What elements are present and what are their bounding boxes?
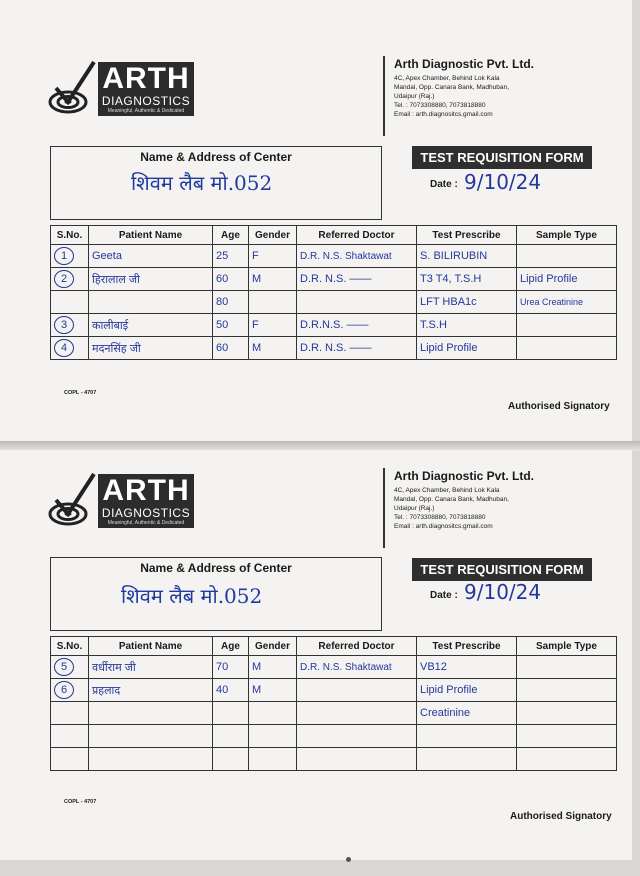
cell-test: S. BILIRUBIN [417,245,517,268]
patient-table-1 [50,225,617,360]
cell-age: 60 [213,337,249,360]
company-info [394,468,534,531]
cell-name: प्रहलाद [89,679,213,702]
cell-name: हिरालाल जी [89,268,213,291]
cell-doctor: D.R. N.S. —— [297,268,417,291]
cell-test: VB12 [417,656,517,679]
cell-age: 25 [213,245,249,268]
cell-gender [249,748,297,771]
table-row [51,656,617,679]
cell-age: 50 [213,314,249,337]
company-address-3: Udaipur (Raj.) [394,93,435,100]
cell-sno [51,702,89,725]
cell-name: मदनसिंह जी [89,337,213,360]
cell-age [213,748,249,771]
logo-wordmark [98,62,194,116]
target-check-icon [48,58,98,120]
cell-test [417,725,517,748]
target-check-icon [48,470,98,532]
header-divider [383,468,385,548]
company-address-1: 4C, Apex Chamber, Behind Lok Kala [394,75,500,82]
cell-sample [517,245,617,268]
cell-name: वर्धीराम जी [89,656,213,679]
col-referred-doctor: Referred Doctor [297,637,417,656]
cell-gender [249,702,297,725]
cell-gender: M [249,337,297,360]
patient-table-2 [50,636,617,771]
table-row [51,291,617,314]
logo-diagnostics-text: DIAGNOSTICS [101,94,191,108]
cell-sno: 3 [51,314,89,337]
cell-test: LFT HBA1c [417,291,517,314]
cell-test: Lipid Profile [417,679,517,702]
cell-doctor [297,748,417,771]
company-address-2: Mandal, Opp. Canara Bank, Madhuban, [394,496,509,503]
company-email: Email : arth.diagnositcs.gmail.com [394,111,493,118]
cell-sample [517,656,617,679]
col-patient-name: Patient Name [89,637,213,656]
logo-tagline: Meaningful, Authentic & Dedicated [107,108,185,114]
company-address-3: Udaipur (Raj.) [394,505,435,512]
cell-test [417,748,517,771]
table-header [51,226,617,245]
col-age: Age [213,637,249,656]
paper-speck [346,857,351,862]
cell-age [213,725,249,748]
date-label: Date : [430,179,458,190]
cell-sno: 4 [51,337,89,360]
requisition-sheet-1 [0,0,632,442]
cell-sno [51,725,89,748]
col-sno: S.No. [51,637,89,656]
header-divider [383,56,385,136]
company-tel: Tel. : 7073308880, 7073818880 [394,514,486,521]
col-test-prescribe: Test Prescribe [417,637,517,656]
cell-doctor: D.R.N.S. —— [297,314,417,337]
cell-test: Creatinine [417,702,517,725]
col-age: Age [213,226,249,245]
cell-name [89,291,213,314]
date-handwritten: 9/10/24 [464,170,542,194]
cell-age: 80 [213,291,249,314]
cell-sample [517,314,617,337]
table-header [51,637,617,656]
col-patient-name: Patient Name [89,226,213,245]
cell-test: Lipid Profile [417,337,517,360]
cell-doctor [297,679,417,702]
col-sno: S.No. [51,226,89,245]
cell-sno: 5 [51,656,89,679]
copl-code: COPL - 4707 [64,390,97,396]
cell-name [89,725,213,748]
cell-age: 70 [213,656,249,679]
company-name: Arth Diagnostic Pvt. Ltd. [394,57,535,71]
cell-name [89,748,213,771]
table-row [51,337,617,360]
cell-name: Geeta [89,245,213,268]
cell-age [213,702,249,725]
table-row [51,679,617,702]
company-name: Arth Diagnostic Pvt. Ltd. [394,469,535,483]
date-handwritten: 9/10/24 [464,580,542,604]
cell-sno: 6 [51,679,89,702]
company-tel: Tel. : 7073308880, 7073818880 [394,102,486,109]
logo-arth-text: ARTH [102,474,190,507]
table-row [51,314,617,337]
authorised-signatory: Authorised Signatory [508,401,610,412]
company-email: Email : arth.diagnositcs.gmail.com [394,523,493,530]
company-info [394,56,534,119]
date-label: Date : [430,590,458,601]
col-gender: Gender [249,637,297,656]
table-row [51,748,617,771]
logo-diagnostics-text: DIAGNOSTICS [101,506,191,520]
cell-sample: Urea Creatinine [517,291,617,314]
cell-gender [249,291,297,314]
center-label: Name & Address of Center [140,150,292,164]
cell-sample [517,337,617,360]
cell-doctor [297,702,417,725]
table-row [51,702,617,725]
center-label: Name & Address of Center [140,561,292,575]
cell-gender: F [249,314,297,337]
cell-test: T3 T4, T.S.H [417,268,517,291]
cell-gender: M [249,268,297,291]
table-row [51,245,617,268]
cell-age: 40 [213,679,249,702]
cell-sno: 1 [51,245,89,268]
arth-logo [48,470,198,532]
col-referred-doctor: Referred Doctor [297,226,417,245]
cell-doctor [297,291,417,314]
cell-doctor: D.R. N.S. Shaktawat [297,245,417,268]
cell-gender: F [249,245,297,268]
company-address-2: Mandal, Opp. Canara Bank, Madhuban, [394,84,509,91]
copl-code: COPL - 4707 [64,799,97,805]
cell-sample: Lipid Profile [517,268,617,291]
cell-doctor [297,725,417,748]
logo-tagline: Meaningful, Authentic & Dedicated [107,520,185,526]
center-name-handwritten: शिवम लैब मो.052 [131,171,273,195]
cell-test: T.S.H [417,314,517,337]
col-gender: Gender [249,226,297,245]
center-name-box [50,557,382,631]
center-name-handwritten: शिवम लैब मो.052 [121,584,263,608]
requisition-sheet-2 [0,450,632,860]
cell-age: 60 [213,268,249,291]
logo-wordmark [98,474,194,528]
cell-sno [51,748,89,771]
table-row [51,725,617,748]
cell-sample [517,702,617,725]
col-sample-type: Sample Type [517,226,617,245]
cell-doctor: D.R. N.S. —— [297,337,417,360]
cell-gender: M [249,679,297,702]
form-title: TEST REQUISITION FORM [412,558,592,581]
cell-sample [517,679,617,702]
authorised-signatory: Authorised Signatory [510,811,612,822]
arth-logo [48,58,198,120]
logo-arth-text: ARTH [102,62,190,95]
cell-sample [517,725,617,748]
cell-sample [517,748,617,771]
cell-sno [51,291,89,314]
cell-name [89,702,213,725]
center-name-box [50,146,382,220]
cell-sno: 2 [51,268,89,291]
cell-doctor: D.R. N.S. Shaktawat [297,656,417,679]
cell-name: कालीबाई [89,314,213,337]
col-test-prescribe: Test Prescribe [417,226,517,245]
cell-gender: M [249,656,297,679]
cell-gender [249,725,297,748]
company-address-1: 4C, Apex Chamber, Behind Lok Kala [394,487,500,494]
table-row [51,268,617,291]
col-sample-type: Sample Type [517,637,617,656]
form-title: TEST REQUISITION FORM [412,146,592,169]
